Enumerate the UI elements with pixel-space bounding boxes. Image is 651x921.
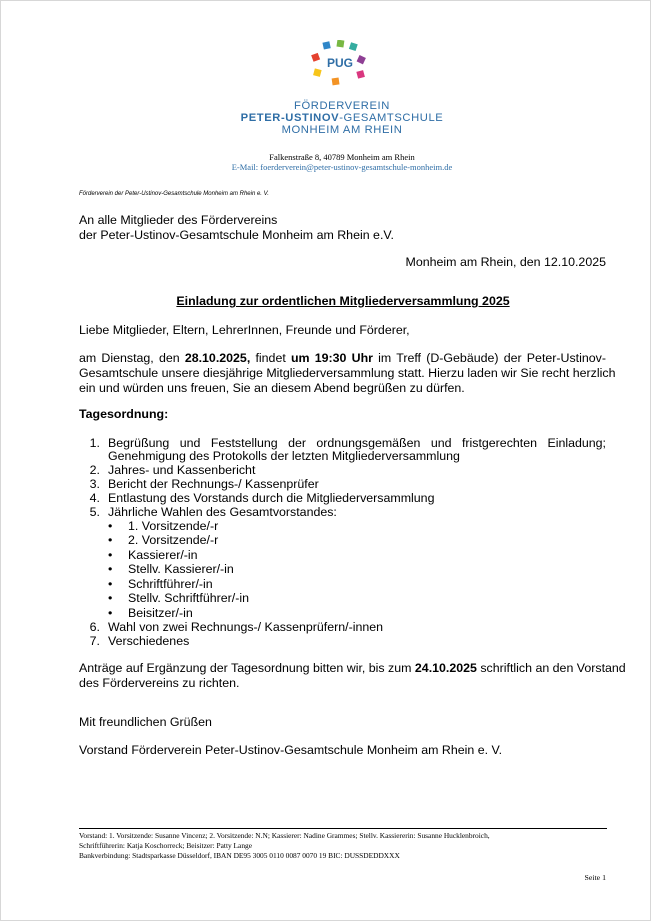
closing: Mit freundlichen Grüßen bbox=[79, 715, 212, 729]
agenda-number: 3. bbox=[89, 477, 100, 491]
agenda-item-6: Wahl von zwei Rechnungs-/ Kassenprüfern/-innen bbox=[108, 620, 384, 634]
invitation-line2: Gesamtschule unsere diesjährige Mitgliederversammlung statt. Hierzu laden wir Sie recht herzlich bbox=[79, 366, 616, 380]
agenda-number: 5. bbox=[89, 505, 100, 519]
subject: Einladung zur ordentlichen Mitgliederversammlung 2025 bbox=[176, 294, 510, 308]
invitation-text: im Treff (D-Gebäude) der Peter-Ustinov- bbox=[372, 351, 606, 365]
bullet: • bbox=[108, 519, 113, 533]
recipient-line2: der Peter-Ustinov-Gesamtschule Monheim am Rhein e.V. bbox=[79, 228, 394, 242]
requests-text: Anträge auf Ergänzung der Tagesordnung bitten wir, bis zum bbox=[79, 661, 415, 675]
position-item: Beisitzer/-in bbox=[128, 606, 193, 620]
invitation-line1 bbox=[79, 351, 606, 366]
agenda-item-5: Jährliche Wahlen des Gesamtvorstandes: bbox=[108, 505, 337, 519]
bullet: • bbox=[108, 562, 113, 576]
bullet: • bbox=[108, 577, 113, 591]
address: Falkenstraße 8, 40789 Monheim am Rhein bbox=[269, 152, 415, 162]
recipient-line1: An alle Mitglieder des Fördervereins bbox=[79, 213, 278, 227]
requests-text: schriftlich an den Vorstand bbox=[476, 661, 626, 675]
email-link[interactable]: E-Mail: foerderverein@peter-ustinov-gesamtschule-monheim.de bbox=[231, 162, 453, 172]
position-item: 2. Vorsitzende/-r bbox=[128, 533, 219, 547]
invitation-text: findet bbox=[250, 351, 291, 365]
meeting-time: um 19:30 Uhr bbox=[290, 351, 373, 365]
agenda-item-1-line1: Begrüßung und Feststellung der ordnungsgemäßen und fristgerechten Einladung; bbox=[108, 436, 606, 450]
agenda-number: 1. bbox=[89, 436, 100, 450]
agenda-number: 4. bbox=[89, 491, 100, 505]
agenda-number: 6. bbox=[89, 620, 100, 634]
org-name-rest: -GESAMTSCHULE bbox=[339, 112, 444, 124]
signature: Vorstand Förderverein Peter-Ustinov-Gesamtschule Monheim am Rhein e. V. bbox=[79, 743, 503, 757]
agenda-number: 7. bbox=[89, 634, 100, 648]
agenda-item-2: Jahres- und Kassenbericht bbox=[108, 463, 256, 477]
bullet: • bbox=[108, 591, 113, 605]
logo-text: PUG bbox=[326, 56, 354, 70]
footer-divider bbox=[79, 828, 607, 829]
bullet: • bbox=[108, 606, 113, 620]
agenda-item-4: Entlastung des Vorstands durch die Mitgliederversammlung bbox=[108, 491, 435, 505]
agenda-number: 2. bbox=[89, 463, 100, 477]
bullet: • bbox=[108, 533, 113, 547]
footer-board: Vorstand: 1. Vorsitzende: Susanne Vincenz; 2. Vorsitzende: N.N; Kassierer: Nadine Grammes; Stellv. Kassiererin: Susanne Hucklenbroich, bbox=[79, 831, 490, 840]
requests-line1 bbox=[79, 661, 626, 676]
invitation-text: am Dienstag, den bbox=[79, 351, 185, 365]
position-item: Kassierer/-in bbox=[128, 548, 198, 562]
bullet: • bbox=[108, 548, 113, 562]
position-item: Stellv. Schriftführer/-in bbox=[128, 591, 249, 605]
deadline-date: 24.10.2025 bbox=[414, 661, 477, 675]
position-item: 1. Vorsitzende/-r bbox=[128, 519, 219, 533]
page-number: Seite 1 bbox=[584, 873, 606, 882]
position-item: Stellv. Kassierer/-in bbox=[128, 562, 234, 576]
org-name-line1: FÖRDERVEREIN bbox=[294, 100, 390, 112]
org-name-bold: PETER-USTINOV bbox=[240, 112, 340, 124]
agenda-item-7: Verschiedenes bbox=[108, 634, 190, 648]
salutation: Liebe Mitglieder, Eltern, LehrerInnen, Freunde und Förderer, bbox=[79, 323, 410, 337]
org-name-line2 bbox=[200, 112, 484, 124]
agenda-title: Tagesordnung: bbox=[79, 407, 169, 421]
date-line: Monheim am Rhein, den 12.10.2025 bbox=[405, 255, 606, 269]
org-name-line3: MONHEIM AM RHEIN bbox=[281, 124, 403, 136]
meeting-date: 28.10.2025, bbox=[184, 351, 251, 365]
invitation-line3: ein und würden uns freuen, Sie an diesem Abend begrüßen zu dürfen. bbox=[79, 381, 465, 395]
footer-board-2: Schriftführerin: Katja Koschorreck; Beisitzer: Patty Lange bbox=[79, 841, 253, 850]
requests-line2: des Fördervereins zu richten. bbox=[79, 676, 240, 690]
position-item: Schriftführer/-in bbox=[128, 577, 213, 591]
agenda-item-1-line2: Genehmigung des Protokolls der letzten Mitgliederversammlung bbox=[108, 449, 460, 463]
footer-bank: Bankverbindung: Stadtsparkasse Düsseldorf, IBAN DE95 3005 0110 0087 0070 19 BIC: DUSSDEDDXXX bbox=[79, 851, 400, 860]
agenda-item-3: Bericht der Rechnungs-/ Kassenprüfer bbox=[108, 477, 319, 491]
pug-logo bbox=[310, 40, 374, 88]
sender-line: Förderverein der Peter-Ustinov-Gesamtschule Monheim am Rhein e. V. bbox=[79, 191, 269, 197]
